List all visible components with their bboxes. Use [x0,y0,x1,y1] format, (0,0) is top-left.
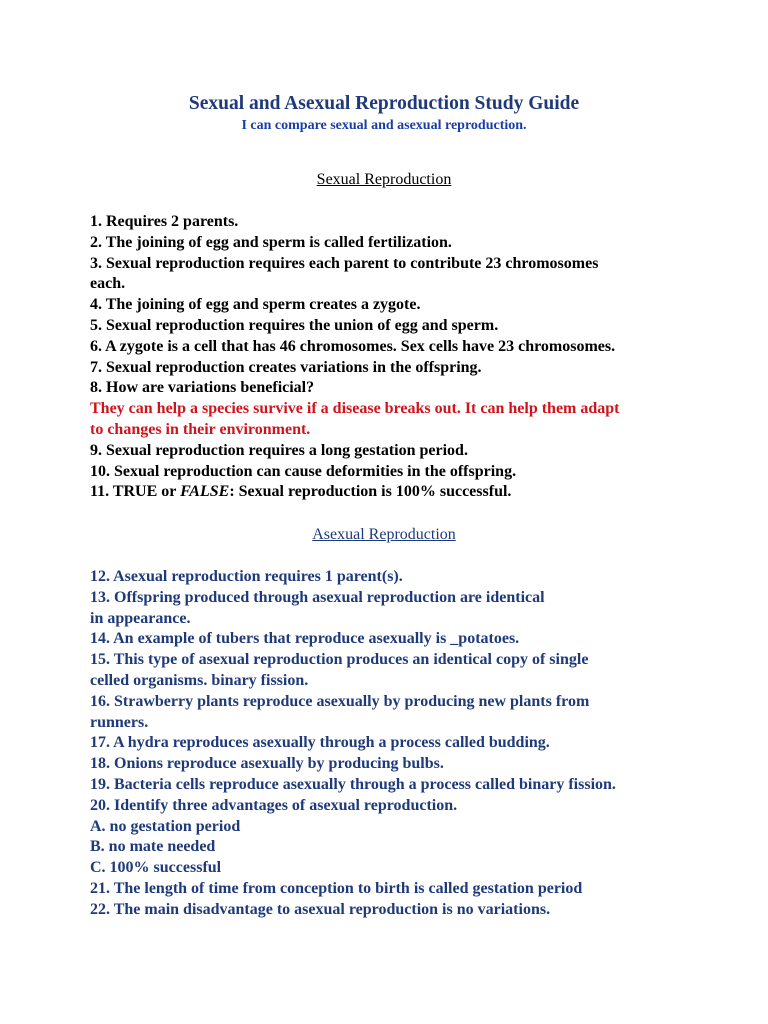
list-item: 13. Offspring produced through asexual reproduction are identical [90,588,545,606]
list-item: 6. A zygote is a cell that has 46 chromosomes. Sex cells have 23 chromosomes. [90,337,616,355]
list-item: 22. The main disadvantage to asexual reproduction is no variations. [90,900,551,918]
list-item: 12. Asexual reproduction requires 1 parent(s). [90,568,403,585]
list-item: 21. The length of time from conception to birth is called gestation period [90,879,583,897]
list-item: 16. Strawberry plants reproduce asexually by producing new plants from [90,692,590,710]
answer-text: They can help a species survive if a disease breaks out. It can help them adapt [90,400,620,418]
q11-suffix: : Sexual reproduction is 100% successful. [229,483,512,501]
list-item: 20. Identify three advantages of asexual reproduction. [90,796,458,814]
q11-prefix: 11. TRUE or [90,483,181,501]
list-item: 1. Requires 2 parents. [90,213,239,230]
list-item: 14. An example of tubers that reproduce asexually is _potatoes. [90,630,520,648]
q11-false-answer: FALSE [180,483,230,501]
list-item: 10. Sexual reproduction can cause deformities in the offspring. [90,462,517,480]
asexual-reproduction-list [90,567,740,921]
list-item: C. 100% successful [90,859,222,877]
list-item: 9. Sexual reproduction requires a long gestation period. [90,441,468,459]
sexual-reproduction-heading: Sexual Reproduction [316,171,452,188]
list-item: 3. Sexual reproduction requires each parent to contribute 23 chromosomes [90,254,599,272]
page-subtitle: I can compare sexual and asexual reproduction. [241,118,527,133]
list-item: in appearance. [90,609,191,627]
list-item: 7. Sexual reproduction creates variations in the offspring. [90,358,482,376]
list-item: 17. A hydra reproduces asexually through a process called budding. [90,734,550,752]
true-false-item [90,482,740,503]
asexual-reproduction-heading: Asexual Reproduction [312,526,456,543]
list-item: runners. [90,713,149,731]
list-item: celled organisms. binary fission. [90,671,309,689]
list-item: each. [90,275,126,293]
answer-text: to changes in their environment. [90,420,311,438]
sexual-reproduction-list [90,212,740,503]
list-item: 8. How are variations beneficial? [90,379,315,397]
list-item: 18. Onions reproduce asexually by producing bulbs. [90,755,444,773]
list-item: 19. Bacteria cells reproduce asexually through a process called binary fission. [90,775,616,793]
list-item: 5. Sexual reproduction requires the union of egg and sperm. [90,316,499,334]
list-item: 4. The joining of egg and sperm creates a zygote. [90,296,421,314]
list-item: A. no gestation period [90,817,241,835]
list-item: 2. The joining of egg and sperm is called fertilization. [90,233,452,251]
list-item: B. no mate needed [90,838,216,856]
page-title: Sexual and Asexual Reproduction Study Guide [188,93,580,114]
list-item: 15. This type of asexual reproduction produces an identical copy of single [90,651,589,669]
